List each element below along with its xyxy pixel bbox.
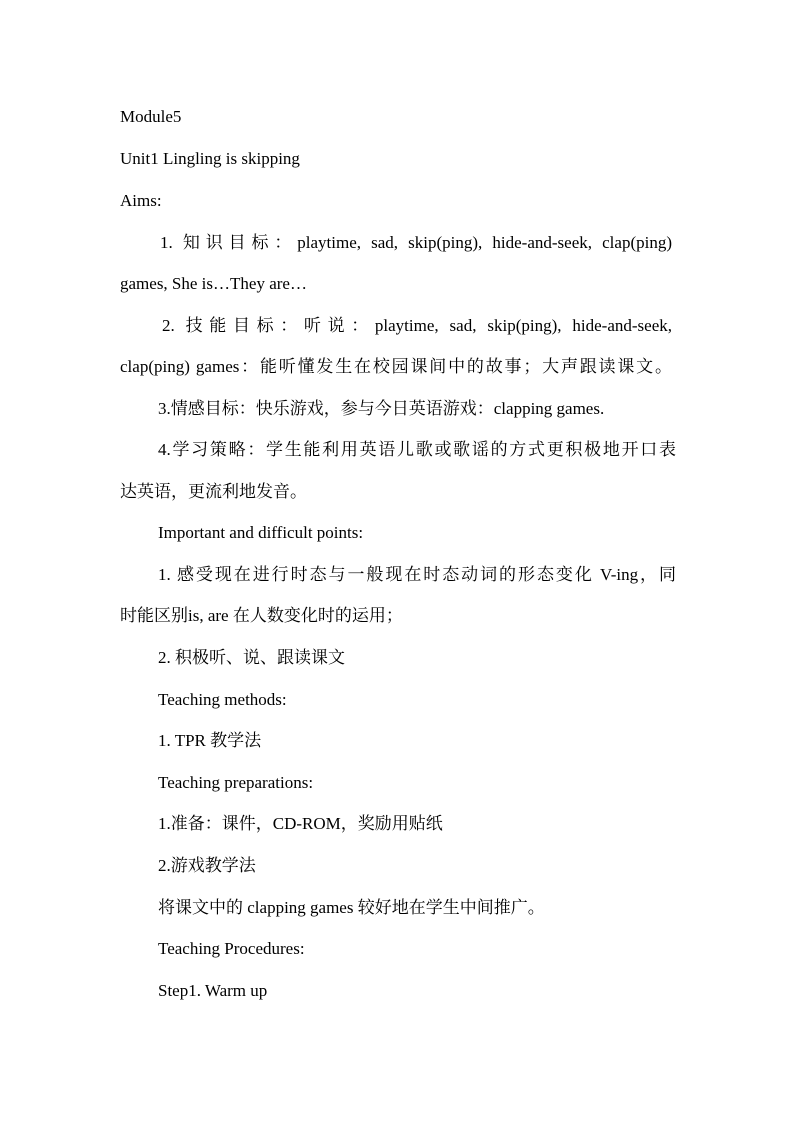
aims-heading: Aims:	[120, 191, 162, 210]
preparation-1: 1.准备：课件，CD-ROM，奖励用贴纸	[158, 814, 443, 833]
method-1: 1. TPR 教学法	[158, 731, 262, 750]
procedures-heading: Teaching Procedures:	[158, 939, 305, 958]
point-1-line-2: 时能区别is, are 在人数变化时的运用；	[120, 606, 403, 625]
aim-2-line-1: 2. 技能目标：听说：playtime, sad, skip(ping), hide-and-seek,	[162, 316, 672, 335]
preparation-2-detail: 将课文中的 clapping games 较好地在学生中间推广。	[158, 898, 545, 917]
step-1: Step1. Warm up	[158, 981, 268, 1000]
preparation-2: 2.游戏教学法	[158, 856, 256, 875]
unit-title: Unit1 Lingling is skipping	[120, 149, 300, 168]
aim-3: 3.情感目标：快乐游戏，参与今日英语游戏：clapping games.	[158, 399, 605, 418]
points-heading: Important and difficult points:	[158, 523, 364, 542]
aim-2-line-2: clap(ping) games：能听懂发生在校园课间中的故事；大声跟读课文。	[120, 357, 672, 376]
module-heading: Module5	[120, 107, 182, 126]
methods-heading: Teaching methods:	[158, 690, 287, 709]
point-2: 2. 积极听、说、跟读课文	[158, 648, 345, 667]
point-1-line-1: 1. 感受现在进行时态与一般现在时态动词的形态变化 V-ing，同	[158, 565, 676, 584]
aim-4-line-2: 达英语，更流利地发音。	[120, 482, 307, 501]
aim-1-line-2: games, She is…They are…	[120, 274, 307, 293]
preparations-heading: Teaching preparations:	[158, 773, 314, 792]
aim-1-line-1: 1. 知识目标：playtime, sad, skip(ping), hide-and-seek, clap(ping)	[160, 233, 672, 252]
aim-4-line-1: 4.学习策略：学生能利用英语儿歌或歌谣的方式更积极地开口表	[158, 440, 676, 459]
